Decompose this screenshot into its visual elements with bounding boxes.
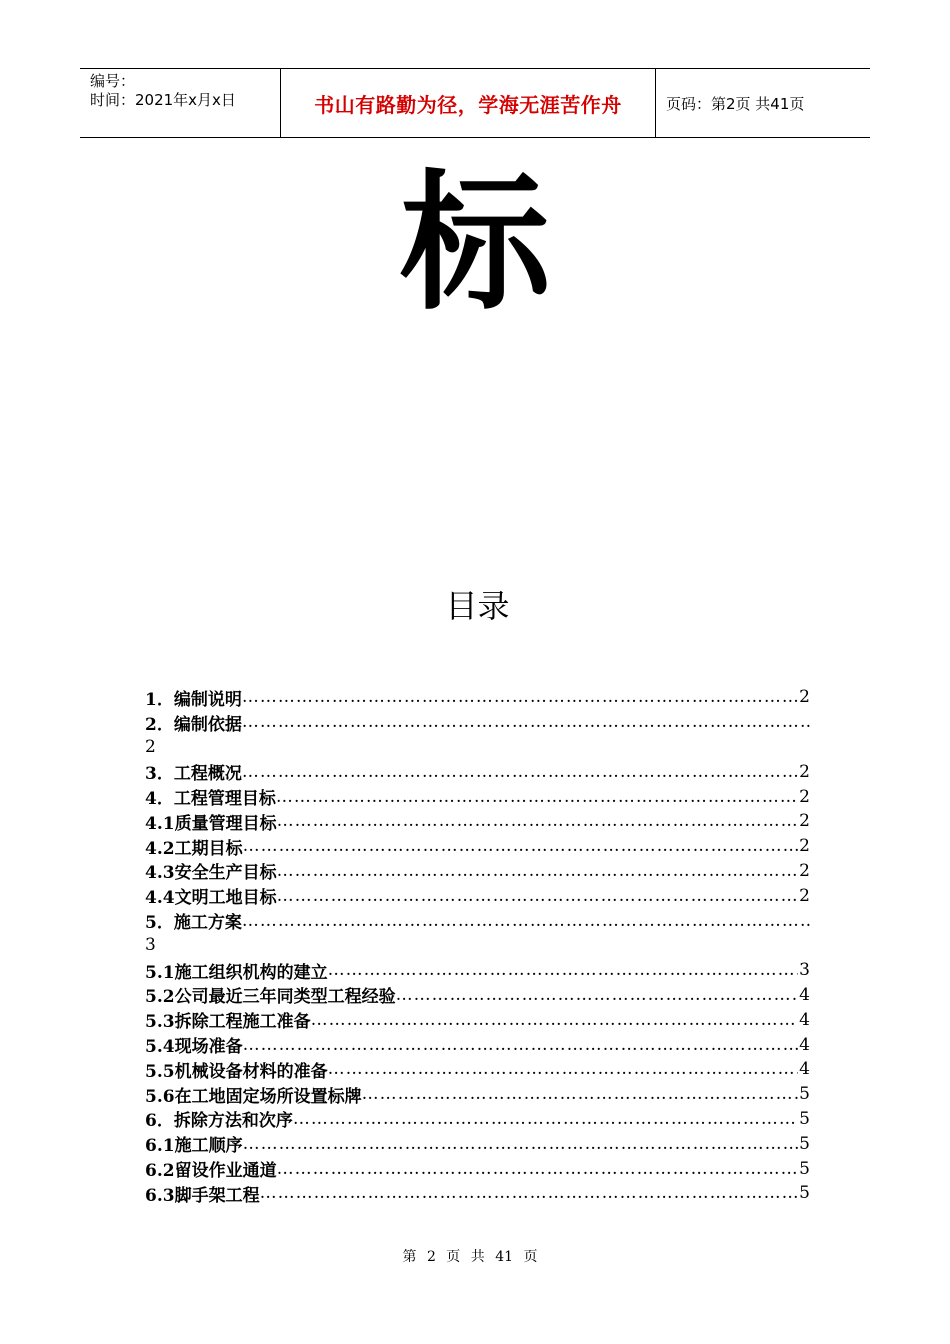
header-meta <box>80 69 280 137</box>
toc-entry[interactable]: 5.4现场准备 ……………………………………………………………………………………………………………………………………………… 4 <box>145 1032 810 1057</box>
toc-entry[interactable]: 5.6在工地固定场所设置标牌 ……………………………………………………………………………………………………………………………………………… 5 <box>145 1082 810 1107</box>
toc-entry[interactable]: 5.1施工组织机构的建立 ……………………………………………………………………………………………………………………………………………… 3 <box>145 958 810 983</box>
toc-entry[interactable]: 5．施工方案 ……………………………………………………………………………………………………………………………………………… <box>145 908 810 933</box>
table-of-contents <box>145 685 810 1206</box>
page-info: 页码：第2页 共41页 <box>666 94 805 113</box>
header-page-cell <box>656 69 870 137</box>
toc-entry[interactable]: 6.2留设作业通道 ……………………………………………………………………………………………………………………………………………… 5 <box>145 1156 810 1181</box>
toc-entry[interactable]: 5.2公司最近三年同类型工程经验 ……………………………………………………………………………………………………………………………………………… 4 <box>145 983 810 1008</box>
header-motto-cell <box>280 69 656 137</box>
page-footer: 第 2 页 共 41 页 <box>402 1249 538 1265</box>
toc-entry[interactable]: 4.4文明工地目标 ……………………………………………………………………………………………………………………………………………… 2 <box>145 883 810 908</box>
toc-title: 目录 <box>445 587 510 625</box>
toc-entry-page-wrapped: 3 <box>145 935 156 956</box>
toc-entry-page-wrapped: 2 <box>145 736 156 757</box>
toc-entry[interactable]: 4.3安全生产目标 ……………………………………………………………………………………………………………………………………………… 2 <box>145 859 810 884</box>
toc-entry[interactable]: 4.1质量管理目标 ……………………………………………………………………………………………………………………………………………… 2 <box>145 809 810 834</box>
motto: 书山有路勤为径，学海无涯苦作舟 <box>314 92 622 117</box>
toc-entry[interactable]: 6．拆除方法和次序 ……………………………………………………………………………………………………………………………………………… 5 <box>145 1107 810 1132</box>
toc-entry[interactable]: 6.3脚手架工程 ……………………………………………………………………………………………………………………………………………… 5 <box>145 1181 810 1206</box>
toc-entry[interactable]: 5.5机械设备材料的准备 ……………………………………………………………………………………………………………………………………………… 4 <box>145 1057 810 1082</box>
toc-entry[interactable]: 5.3拆除工程施工准备 ……………………………………………………………………………………………………………………………………………… 4 <box>145 1007 810 1032</box>
toc-entry[interactable]: 1．编制说明 ……………………………………………………………………………………………………………………………………………… 2 <box>145 685 810 710</box>
date-line: 时间：2021年x月x日 <box>90 91 236 109</box>
title-character: 标 <box>399 155 550 331</box>
toc-entry[interactable]: 3．工程概况 ……………………………………………………………………………………………………………………………………………… 2 <box>145 759 810 784</box>
page-header <box>80 68 870 138</box>
serial-label: 编号： <box>90 72 136 90</box>
toc-entry[interactable]: 2．编制依据 ……………………………………………………………………………………………………………………………………………… <box>145 710 810 735</box>
toc-entry[interactable]: 6.1施工顺序 ……………………………………………………………………………………………………………………………………………… 5 <box>145 1131 810 1156</box>
toc-entry[interactable]: 4.2工期目标 ……………………………………………………………………………………………………………………………………………… 2 <box>145 834 810 859</box>
toc-entry[interactable]: 4．工程管理目标 ……………………………………………………………………………………………………………………………………………… 2 <box>145 784 810 809</box>
